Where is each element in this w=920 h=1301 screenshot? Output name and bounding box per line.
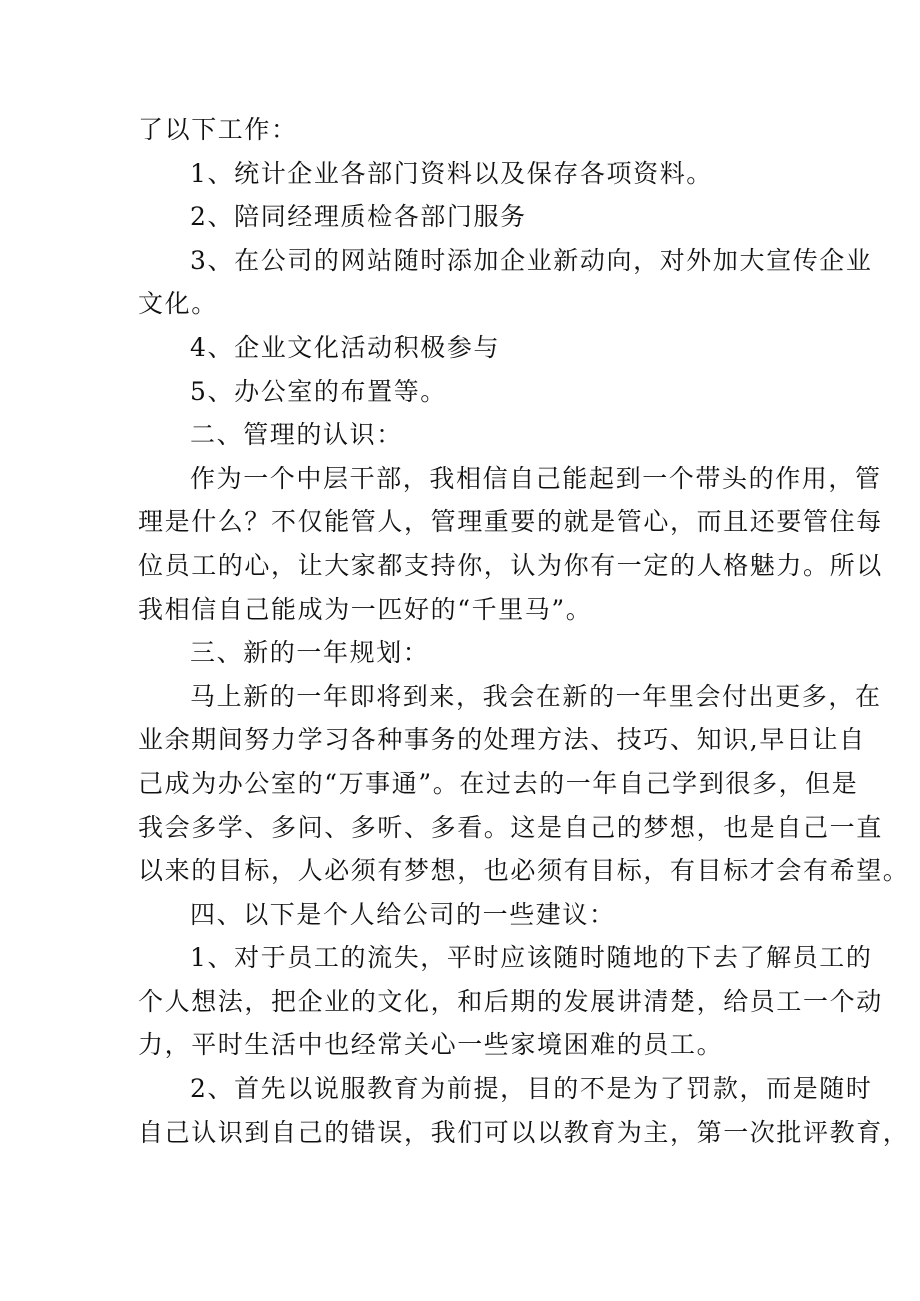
text-line: 己成为办公室的“万事通”。在过去的一年自己学到很多，但是	[138, 768, 859, 798]
text-line: 位员工的心，让大家都支持你，认为你有一定的人格魅力。所以	[138, 550, 883, 580]
work-item-2	[138, 195, 798, 239]
text-line: 了以下工作：	[138, 115, 298, 144]
text-line: 2、首先以说服教育为前提，目的不是为了罚款，而是随时	[190, 1074, 873, 1104]
paragraph-management	[138, 457, 883, 631]
text-line: 5、办公室的布置等。	[190, 376, 447, 406]
text-line: 个人想法，把企业的文化，和后期的发展讲清楚，给员工一个动	[138, 986, 883, 1016]
work-item-1	[138, 152, 798, 196]
text-line: 理是什么？不仅能管人，管理重要的就是管心，而且还要管住每	[138, 507, 883, 537]
text-line: 二、管理的认识：	[190, 420, 403, 450]
work-item-4	[138, 326, 798, 370]
text-line: 马上新的一年即将到来，我会在新的一年里会付出更多，在	[190, 681, 882, 711]
text-line: 1、对于员工的流失，平时应该随时随地的下去了解员工的	[190, 943, 873, 973]
suggestion-item-2	[138, 1067, 910, 1154]
text-line: 我相信自己能成为一匹好的“千里马”。	[138, 594, 593, 624]
work-item-3	[138, 239, 873, 326]
text-line: 以来的目标，人必须有梦想，也必须有目标，有目标才会有希望。	[138, 856, 910, 886]
text-line: 我会多学、多问、多听、多看。这是自己的梦想，也是自己一直	[138, 812, 883, 842]
text-line: 1、统计企业各部门资料以及保存各项资料。	[190, 158, 713, 188]
document-body	[138, 108, 910, 1154]
text-line: 自己认识到自己的错误，我们可以以教育为主，第一次批评教育，	[138, 1117, 910, 1147]
text-line: 三、新的一年规划：	[190, 638, 430, 668]
section-heading-management	[138, 413, 798, 457]
section-heading-plan	[138, 631, 798, 675]
work-item-5	[138, 370, 798, 414]
paragraph-plan	[138, 675, 910, 893]
text-line: 力，平时生活中也经常关心一些家境困难的员工。	[138, 1030, 724, 1060]
text-line: 文化。	[138, 289, 218, 319]
paragraph-intro	[138, 108, 798, 152]
text-line: 2、陪同经理质检各部门服务	[190, 202, 527, 232]
suggestion-item-1	[138, 936, 883, 1067]
text-line: 4、企业文化活动积极参与	[190, 332, 501, 362]
section-heading-suggestions	[138, 893, 798, 937]
text-line: 业余期间努力学习各种事务的处理方法、技巧、知识,早日让自	[138, 725, 866, 755]
text-line: 四、以下是个人给公司的一些建议：	[190, 899, 616, 929]
text-line: 作为一个中层干部，我相信自己能起到一个带头的作用，管	[190, 463, 882, 493]
text-line: 3、在公司的网站随时添加企业新动向，对外加大宣传企业	[190, 245, 873, 275]
